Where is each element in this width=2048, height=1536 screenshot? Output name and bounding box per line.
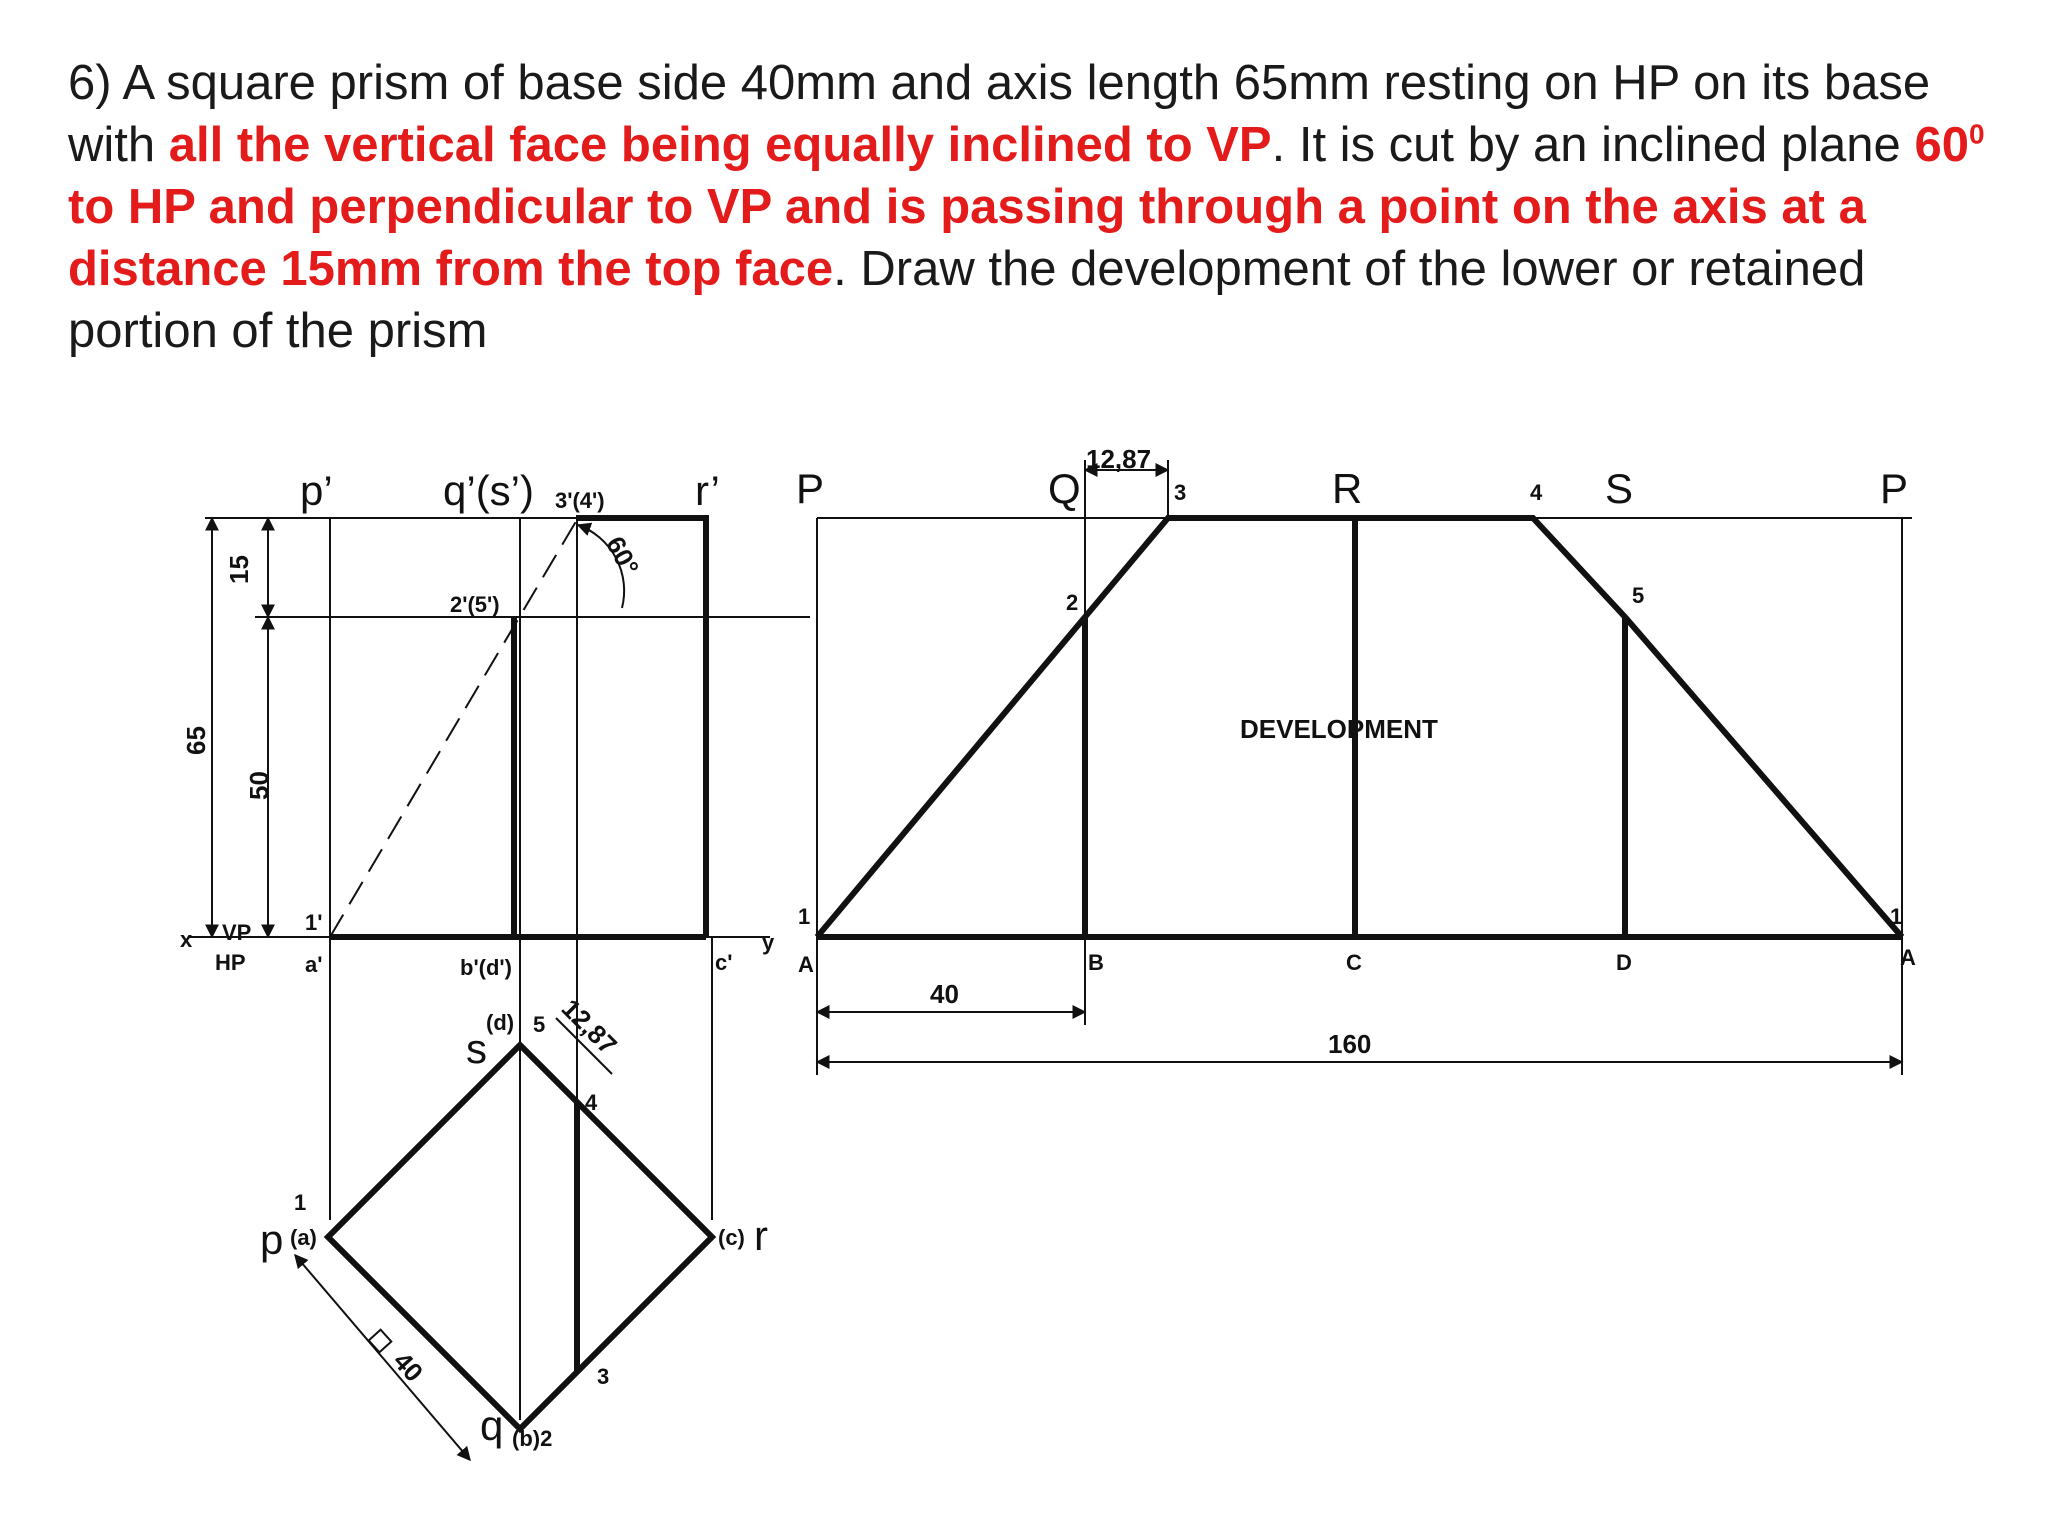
dev-label-P-right: P [1880,465,1909,512]
development [796,444,1916,1075]
label-1-dash: 1' [305,910,323,935]
dev-dimension-label-160: 160 [1328,1029,1372,1059]
problem-highlight-2b: to HP and perpendicular to VP and is passing through a point on the axis at a distance 15mm from the top face [68,180,1866,296]
dimension-label-40-top: 40 [387,1345,430,1388]
label-2-5-dash: 2'(5') [450,592,500,617]
dimension-side-40 [295,1255,470,1460]
dev-label-1-right: 1 [1890,904,1903,929]
dev-label-D: D [1616,950,1632,975]
dev-label-Q: Q [1048,465,1081,512]
dev-label-P-left: P [796,465,825,512]
dimension-label-50: 50 [244,771,274,800]
dev-label-R: R [1332,465,1363,512]
dev-label-2: 2 [1066,590,1079,615]
label-p: p [260,1216,284,1263]
label-a-dash: a' [305,952,323,977]
dev-label-B: B [1088,950,1104,975]
dev-dimension-label-40: 40 [930,979,959,1009]
problem-degree-sup: 0 [1968,118,1985,150]
label-p-dash: p’ [300,467,333,514]
label-q-s-dash: q’(s’) [443,467,534,514]
label-4: 4 [585,1090,598,1115]
dimension-label-15: 15 [224,555,254,584]
label-p-1: 1 [294,1190,307,1215]
label-c-dash: c' [715,950,733,975]
label-b-d-dash: b'(d') [460,955,512,980]
problem-text-3: . Draw the development of the lower or retained portion of the prism [68,242,1866,358]
label-y: y [762,930,775,955]
problem-text-1: A square prism of base side 40mm and axis length 65mm resting on HP on its base with [68,56,1931,172]
label-3: 3 [597,1364,610,1389]
label-3-4-dash: 3'(4') [555,488,605,513]
dev-label-A-left: A [798,952,814,977]
label-s: s [466,1025,487,1072]
dev-label-A-right: A [1900,945,1916,970]
dev-label-3: 3 [1174,480,1187,505]
dev-label-C: C [1346,950,1362,975]
label-r-c: (c) [718,1225,745,1250]
dev-label-1-left: 1 [798,904,811,929]
label-hp: HP [215,950,246,975]
label-vp: VP [222,920,252,945]
label-r-dash: r’ [695,467,720,514]
dev-label-5: 5 [1632,583,1645,608]
label-p-a: (a) [290,1225,317,1250]
square-symbol-icon [369,1330,392,1353]
front-view-top-right-edge [576,518,706,937]
problem-number: 6) [68,56,112,110]
dev-dimension-label-12-87: 12,87 [1086,444,1152,474]
cutting-plane-line [330,518,578,937]
dimension-label-12-87-top: 12,87 [555,993,623,1061]
front-view [180,467,810,1420]
label-r: r [754,1212,768,1259]
label-q-b-2: (b)2 [512,1426,553,1451]
dimension-label-65: 65 [181,726,211,755]
label-q: q [480,1402,504,1449]
dev-label-S: S [1605,465,1634,512]
label-x: x [180,927,193,952]
problem-highlight-2a: 60 [1914,118,1969,172]
label-s-d: (d) [486,1010,515,1035]
label-angle-60: 60° [600,531,646,581]
problem-highlight-1: all the vertical face being equally inclined to VP [168,118,1272,172]
dev-label-4: 4 [1530,480,1543,505]
problem-text-2: . It is cut by an inclined plane [1271,118,1915,172]
label-s-5: 5 [533,1012,546,1037]
top-view [260,993,768,1460]
development-title: DEVELOPMENT [1240,714,1438,744]
